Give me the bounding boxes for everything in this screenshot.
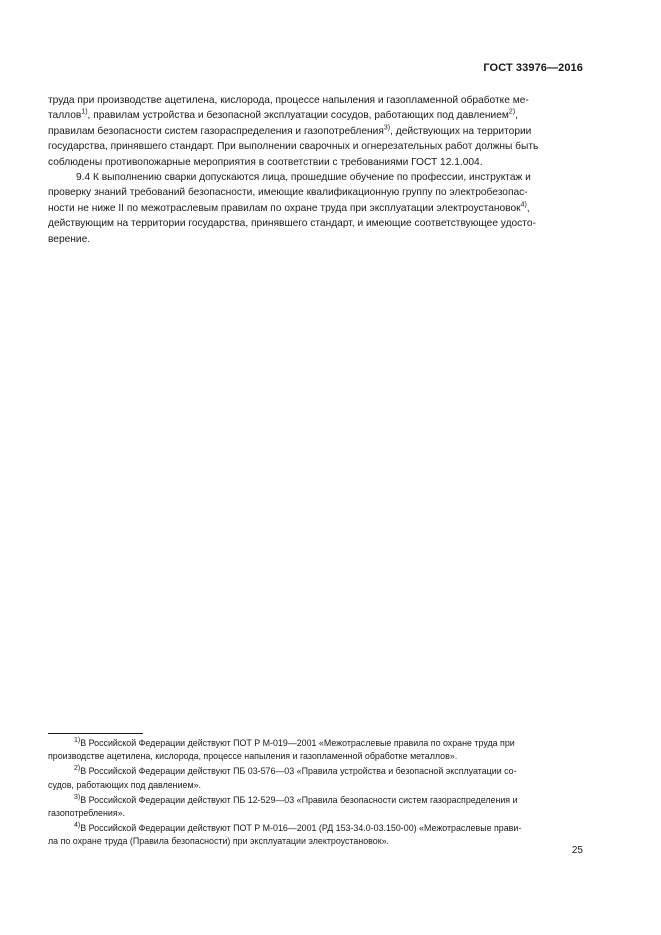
text-line: 9.4 К выполнению сварки допускаются лица, прошедшие обучение по профессии, инструктаж и	[76, 172, 531, 184]
footnote-text: производстве ацетилена, кислорода, процессе напыления и газопламенной обработке металлов».	[48, 751, 458, 762]
footnote-text: судов, работающих под давлением».	[48, 779, 201, 790]
footnote-number: 2)	[74, 765, 81, 773]
footnote-4	[48, 822, 584, 848]
footnote-ref-2[interactable]: 2)	[508, 109, 516, 117]
footnotes	[48, 737, 584, 851]
paragraph-1	[48, 93, 584, 170]
text-line	[48, 108, 584, 123]
text-run: ,	[526, 202, 530, 214]
footnote-1	[48, 737, 584, 763]
footnote-text: ла по охране труда (Правила безопасности) при эксплуатации электроустановок».	[48, 836, 389, 847]
text-run: ,	[515, 110, 518, 122]
text-line	[48, 201, 584, 216]
footnote-text: В Российской Федерации действуют ПБ 12-529—03 «Правила безопасности систем газораспределения и	[80, 794, 518, 805]
page-number: 25	[571, 845, 583, 856]
text-line: проверку знаний требований безопасности, имеющие квалификационную группу по электробезопас-	[48, 187, 528, 199]
footnote-text: В Российской Федерации действуют ПОТ Р М-019—2001 «Межотраслевые правила по охране труда при	[80, 738, 515, 748]
text-line: действующим на территории государства, принявшего стандарт, и имеющие соответствующее удосто-	[48, 218, 536, 230]
text-line: государства, принявшего стандарт. При выполнении сварочных и огнерезательных работ должны быть	[48, 141, 539, 153]
body-text	[48, 93, 584, 247]
standard-designation: ГОСТ 33976—2016	[483, 62, 583, 74]
text-run: правилам безопасности систем газораспределения и газопотребления	[48, 125, 384, 137]
footnote-number: 4)	[74, 822, 81, 830]
footnote-text: В Российской Федерации действуют ПОТ Р М-016—2001 (РД 153-34.0-03.150-00) «Межотраслевые прави-	[80, 823, 522, 834]
footnote-ref-4[interactable]: 4)	[520, 201, 527, 209]
text-line: соблюдены противопожарные мероприятия в соответствии с требованиями ГОСТ 12.1.004.	[48, 156, 483, 168]
footnote-number: 1)	[74, 737, 81, 745]
text-line: труда при производстве ацетилена, кислорода, процессе напыления и газопламенной обработке ме-	[48, 95, 529, 106]
paragraph-9-4	[48, 170, 584, 247]
footnote-ref-1[interactable]: 1)	[81, 109, 88, 117]
footnote-number: 3)	[74, 793, 81, 801]
text-line	[48, 124, 584, 139]
text-run: ности не ниже II по межотраслевым правилам по охране труда при эксплуатации электроустановок	[48, 202, 521, 214]
footnote-divider	[48, 733, 143, 734]
footnote-text: газопотребления».	[48, 808, 126, 819]
footnote-text: В Российской Федерации действуют ПБ 03-576—03 «Правила устройства и безопасной эксплуатации со-	[80, 766, 517, 777]
footnote-ref-3[interactable]: 3)	[383, 124, 391, 132]
footnote-3	[48, 794, 584, 820]
text-run: , правилам устройства и безопасной эксплуатации сосудов, работающих под давлением	[87, 110, 509, 122]
text-run: , действующих на территории	[390, 125, 532, 137]
footnote-2	[48, 765, 584, 791]
text-line: верение.	[48, 233, 91, 245]
text-run: таллов	[48, 110, 82, 122]
